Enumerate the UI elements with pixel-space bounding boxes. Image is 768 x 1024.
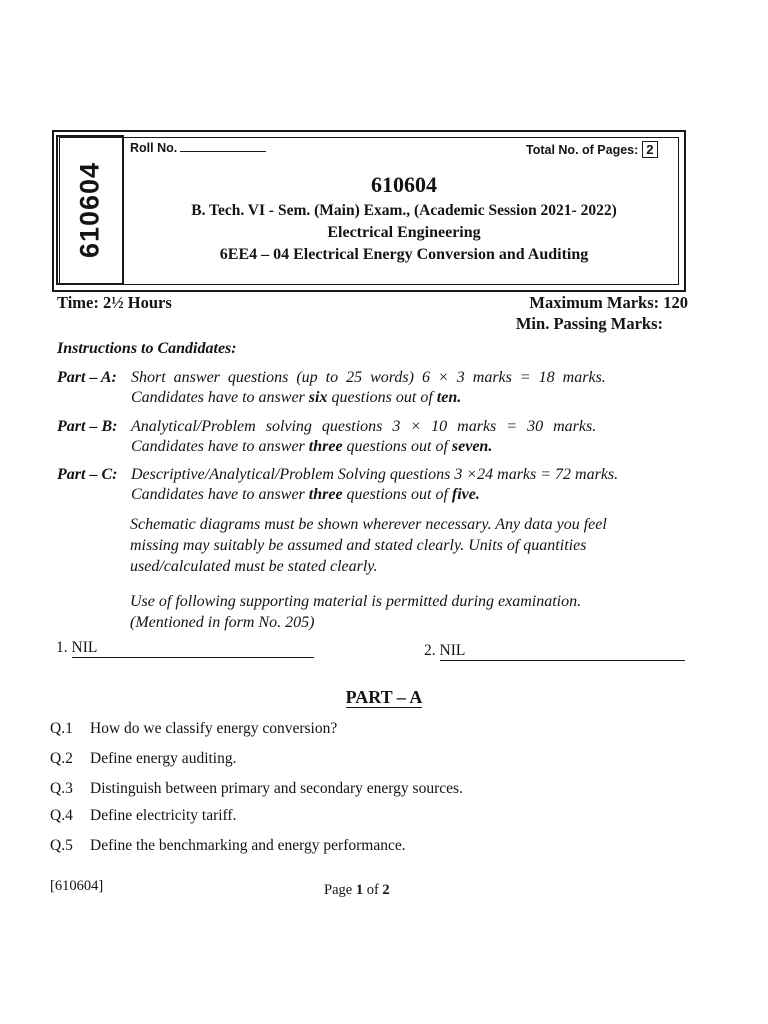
question-5: Q.5 Define the benchmarking and energy performance. [50,837,406,854]
part-b-label: Part – B: [57,418,118,435]
material-1-value: NIL [72,639,314,658]
note1-line3: used/calculated must be stated clearly. [130,558,378,575]
subject-title: 6EE4 – 04 Electrical Energy Conversion and Auditing [219,246,589,263]
part-c-label: Part – C: [57,466,118,483]
question-1: Q.1 How do we classify energy conversion? [50,720,338,737]
side-paper-code: 610604 [74,161,105,259]
instructions-heading: Instructions to Candidates: [57,340,237,357]
paper-code: 610604 [371,172,437,197]
roll-no-label: Roll No. [130,141,178,155]
part-c-line2: Candidates have to answer three questions out of five. [131,486,480,503]
roll-no [130,141,266,155]
max-marks: Maximum Marks: 120 [529,293,688,312]
footer-code: [610604] [50,878,104,894]
question-2: Q.2 Define energy auditing. [50,750,237,767]
page-number: Page 1 of 2 [324,882,390,898]
min-passing-marks: Min. Passing Marks: [515,314,663,333]
material-1: 1. NIL [56,639,314,658]
part-a-heading: PART – A [345,687,423,707]
note1-line2: missing may suitably be assumed and stated clearly. Units of quantities [130,537,587,554]
instruction-part-c [57,466,689,506]
question-3: Q.3 Distinguish between primary and secondary energy sources. [50,780,463,797]
note2-line1: Use of following supporting material is permitted during examination. [130,593,582,610]
exam-line: B. Tech. VI - Sem. (Main) Exam., (Academic Session 2021- 2022) [191,202,617,219]
roll-no-field [180,141,266,152]
total-pages-value: 2 [642,141,657,158]
part-a-line1: Short answer questions (up to 25 words) 6 × 3 marks = 18 marks. [131,369,606,386]
total-pages-label: Total No. of Pages: [526,143,639,157]
instruction-part-a [57,369,689,409]
note2-line2: (Mentioned in form No. 205) [130,614,315,631]
note-schematic [130,514,690,577]
part-b-line1: Analytical/Problem solving questions 3 × 10 marks = 30 marks. [131,418,597,435]
branch: Electrical Engineering [327,224,481,241]
part-a-label: Part – A: [57,369,117,386]
instruction-part-b [57,418,689,458]
note-material [130,591,690,633]
part-a-line2: Candidates have to answer six questions out of ten. [131,389,462,406]
part-c-line1: Descriptive/Analytical/Problem Solving questions 3 ×24 marks = 72 marks. [131,466,619,483]
material-2: 2. NIL [424,642,685,661]
question-4: Q.4 Define electricity tariff. [50,807,237,824]
total-pages [526,141,658,158]
note1-line1: Schematic diagrams must be shown wherever necessary. Any data you feel [130,516,607,533]
material-2-value: NIL [440,642,685,661]
part-b-line2: Candidates have to answer three questions out of seven. [131,438,493,455]
exam-time: Time: 2½ Hours [57,293,172,312]
